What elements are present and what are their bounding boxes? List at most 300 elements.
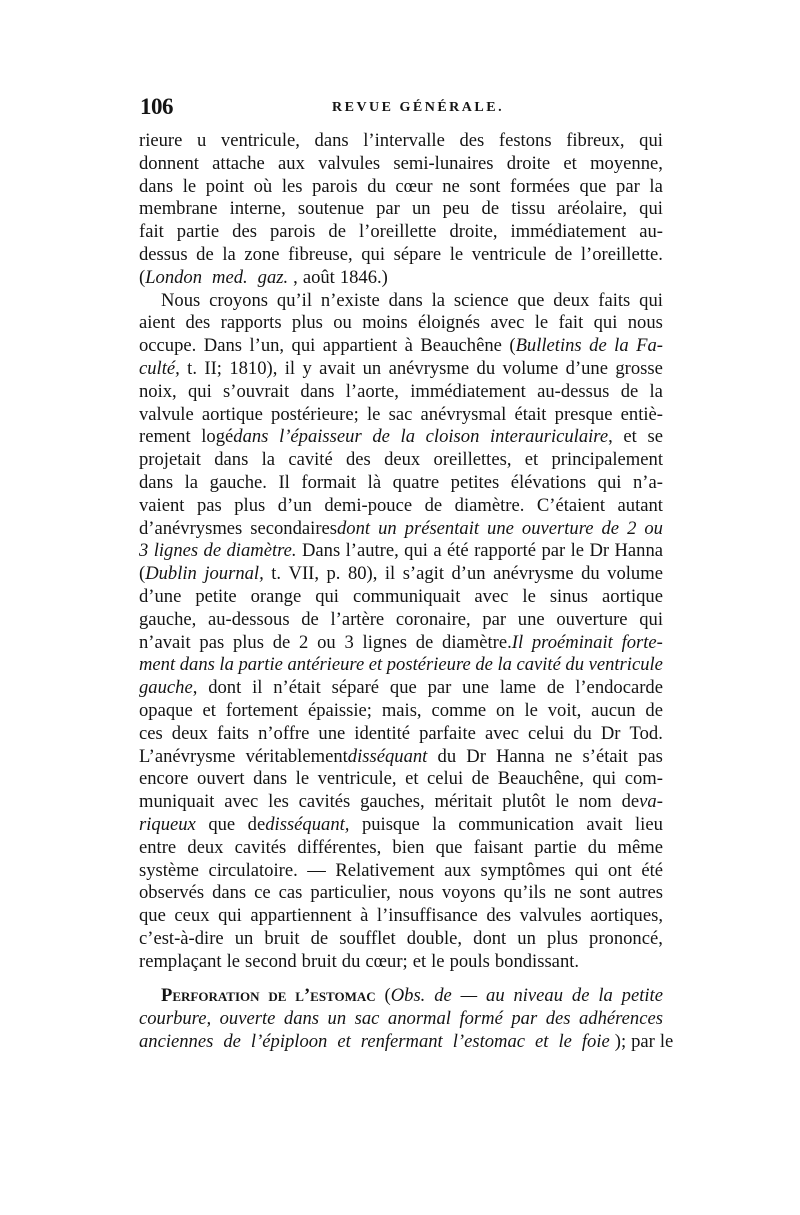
- word: volume: [607, 563, 663, 585]
- word: attache: [212, 152, 265, 174]
- word: une: [318, 722, 346, 744]
- word: celui: [427, 768, 464, 790]
- word: ne: [554, 745, 573, 767]
- word: nom: [578, 791, 612, 813]
- word: niveau: [513, 985, 564, 1007]
- word: plutôt: [502, 791, 546, 813]
- word: pas: [638, 745, 663, 767]
- word: dans: [214, 449, 249, 471]
- word: des: [486, 905, 512, 927]
- word: aux: [278, 152, 305, 174]
- word: de: [620, 380, 639, 402]
- text-line: [139, 404, 663, 427]
- word: le: [226, 950, 241, 972]
- word: particulier,: [310, 882, 391, 904]
- word: ou: [644, 517, 663, 539]
- word: dont: [208, 677, 242, 699]
- word: au-dessous: [207, 608, 290, 630]
- word: secondairesdont: [250, 517, 371, 539]
- word: sont: [469, 175, 501, 197]
- text-line: [139, 791, 663, 814]
- word: que: [517, 289, 545, 311]
- word: qui: [218, 905, 242, 927]
- word: dans: [388, 289, 423, 311]
- word: au-dessus: [537, 380, 610, 402]
- word: remplaçant: [139, 950, 222, 972]
- word: été: [641, 859, 663, 881]
- word: la: [261, 449, 276, 471]
- word: de: [415, 631, 434, 653]
- word: gauche,: [139, 677, 198, 699]
- word: de: [196, 243, 214, 265]
- word: petite: [195, 585, 237, 607]
- word: plus: [232, 631, 264, 653]
- word: celui: [528, 722, 565, 744]
- word: semi-lunaires: [393, 152, 494, 174]
- word: et: [524, 449, 539, 471]
- text-line: [139, 153, 663, 176]
- word: de: [372, 426, 390, 448]
- word: y: [302, 357, 312, 379]
- word: dans: [139, 471, 174, 493]
- word: 2: [299, 631, 309, 653]
- word: s’ouvrait: [223, 380, 290, 402]
- word: de: [310, 927, 329, 949]
- page-header: [136, 94, 666, 124]
- word: Hanna: [496, 745, 545, 767]
- word: ou: [317, 631, 336, 653]
- word: et: [368, 654, 383, 676]
- word: p.: [326, 563, 341, 585]
- word: double,: [406, 927, 463, 949]
- word: la: [431, 289, 446, 311]
- word: des: [545, 1008, 571, 1030]
- word: fibreuse,: [288, 243, 353, 265]
- word: se: [647, 426, 663, 448]
- word: Relativement: [335, 859, 435, 881]
- word: zone: [244, 243, 280, 265]
- word: avait: [319, 357, 356, 379]
- word: de: [301, 608, 319, 630]
- word: d’anévrysmes: [139, 517, 243, 539]
- word: muniquait: [139, 791, 215, 813]
- word: aux: [444, 859, 471, 881]
- text-line: [139, 312, 663, 335]
- word: deux: [171, 722, 208, 744]
- word: donnent: [139, 152, 199, 174]
- word: 1810),: [229, 357, 278, 379]
- word: l’artère: [330, 608, 385, 630]
- word: qu’ils: [503, 882, 546, 904]
- word: n’a-: [632, 471, 663, 493]
- word: observés: [139, 882, 205, 904]
- word: soufflet: [339, 927, 396, 949]
- word: par: [541, 540, 566, 562]
- word: que: [139, 905, 166, 927]
- word: projetait: [139, 449, 201, 471]
- word: C’étaient: [536, 494, 606, 516]
- word: presque: [554, 403, 613, 425]
- word: du: [367, 175, 386, 197]
- word: immédiatement: [410, 380, 526, 402]
- word: et: [412, 950, 427, 972]
- text-line: [139, 860, 663, 883]
- word: gauche.: [209, 471, 267, 493]
- word: de: [223, 1031, 241, 1053]
- word: la: [400, 426, 416, 448]
- word: occupe.: [139, 335, 197, 357]
- text-line: [139, 928, 663, 951]
- word: Beauchêne: [420, 335, 502, 357]
- word: par: [427, 677, 452, 699]
- word: petites: [450, 471, 500, 493]
- word: à: [360, 905, 369, 927]
- word: appartiennent: [250, 905, 352, 927]
- word: ventricule: [471, 243, 547, 265]
- word: s’agit: [402, 563, 444, 585]
- word: cavité: [288, 449, 333, 471]
- word: fibreux,: [566, 130, 625, 151]
- word: vaient: [139, 494, 185, 516]
- word: deux: [553, 289, 590, 311]
- word: différentes,: [297, 836, 382, 858]
- text-line: [139, 176, 663, 199]
- word: la: [598, 985, 613, 1007]
- text-line: [139, 381, 663, 404]
- word: (Obs.: [384, 985, 426, 1007]
- word: festons: [498, 130, 552, 151]
- word: avec: [484, 722, 519, 744]
- word: anévrysme: [493, 563, 574, 585]
- word: VII,: [288, 563, 320, 585]
- word: fortement: [225, 699, 299, 721]
- word: appartient: [322, 335, 398, 357]
- word: anévrysmal: [420, 403, 507, 425]
- word: avec: [224, 791, 259, 813]
- word: de: [571, 985, 590, 1007]
- word: qu’il: [276, 289, 313, 311]
- word: rapports: [220, 312, 282, 334]
- word: qui: [639, 608, 663, 630]
- word: autres: [618, 882, 663, 904]
- word: du: [587, 836, 607, 858]
- word: par: [376, 198, 400, 220]
- word: aucun: [591, 699, 636, 721]
- word: (London: [139, 266, 203, 288]
- word: de: [475, 654, 493, 676]
- word: plus: [546, 927, 578, 949]
- word: diamètre.: [226, 540, 297, 562]
- word: lignes: [153, 540, 199, 562]
- word: point: [205, 175, 244, 197]
- word: voyons: [441, 882, 496, 904]
- word: forte-: [621, 631, 663, 653]
- word: le: [524, 699, 538, 721]
- text-line: [139, 882, 663, 905]
- text-line: [139, 951, 663, 974]
- word: lignes: [362, 631, 407, 653]
- word: la: [432, 813, 446, 835]
- word: de: [268, 985, 287, 1007]
- word: aortiques,: [590, 905, 663, 927]
- word: et: [563, 152, 577, 174]
- word: 1846.): [339, 266, 388, 288]
- word: dans: [179, 654, 215, 676]
- word: cas: [278, 882, 303, 904]
- word: et: [535, 1031, 549, 1053]
- word: interne,: [229, 198, 286, 220]
- word: éloignés: [418, 312, 480, 334]
- text-line: [139, 495, 663, 518]
- word: Tod.: [629, 722, 663, 744]
- word: Dans: [203, 335, 242, 357]
- word: peu: [442, 198, 470, 220]
- word: au: [486, 985, 505, 1007]
- word: et: [202, 699, 216, 721]
- word: formait: [301, 471, 357, 493]
- word: qui: [593, 312, 618, 334]
- word: dans: [212, 882, 247, 904]
- word: une: [517, 608, 545, 630]
- word: par: [482, 608, 507, 630]
- word: fait: [558, 312, 584, 334]
- text-line: [139, 723, 663, 746]
- word: coronaire,: [395, 608, 471, 630]
- word: dans: [139, 175, 174, 197]
- word: présentait: [404, 517, 480, 539]
- word: 2: [627, 517, 637, 539]
- word: dedisséquant,: [247, 813, 350, 835]
- word: au-: [639, 221, 663, 243]
- word: de: [481, 198, 500, 220]
- word: c’est-à-dire: [139, 927, 224, 949]
- text-line: [139, 449, 663, 472]
- text-line: [139, 837, 663, 860]
- word: demi-pouce: [324, 494, 413, 516]
- text-line: [139, 290, 663, 313]
- word: n’avait: [139, 631, 191, 653]
- word: cavités: [298, 791, 351, 813]
- word: par: [631, 1031, 655, 1053]
- word: l’intervalle: [363, 130, 445, 151]
- word: ouverte: [219, 1008, 276, 1030]
- text-line: [139, 654, 663, 677]
- word: croyons: [209, 289, 269, 311]
- word: soutenue: [297, 198, 365, 220]
- word: ouverture: [556, 608, 628, 630]
- word: cœur;: [365, 950, 408, 972]
- word: n’était: [273, 677, 321, 699]
- word: comme: [431, 699, 487, 721]
- word: qui: [291, 335, 316, 357]
- word: faits: [598, 289, 631, 311]
- word: ventricule,: [220, 130, 300, 151]
- text-line: [139, 985, 663, 1008]
- word: opaque: [139, 699, 193, 721]
- word: droite: [506, 152, 551, 174]
- word: bondissant.: [494, 950, 580, 972]
- word: grosse: [615, 357, 663, 379]
- word: qui: [639, 130, 663, 151]
- word: l’endocarde: [575, 677, 663, 699]
- word: dans: [283, 1008, 320, 1030]
- word: dont: [473, 927, 507, 949]
- word: formé: [459, 1008, 503, 1030]
- word: t.: [187, 357, 197, 379]
- word: puisque: [361, 813, 420, 835]
- word: logédans: [201, 426, 269, 448]
- word: culté,: [139, 357, 180, 379]
- word: les: [268, 791, 289, 813]
- word: du: [581, 563, 600, 585]
- word: communiquait: [352, 585, 461, 607]
- word: de: [645, 699, 663, 721]
- text-line: [139, 130, 663, 153]
- word: parois: [269, 221, 316, 243]
- word: l’épiploon: [250, 1031, 328, 1053]
- word: pas: [199, 631, 225, 653]
- word: bruit: [301, 950, 337, 972]
- text-line: [139, 677, 663, 700]
- word: anciennes: [139, 1031, 214, 1053]
- text-line: [139, 768, 663, 791]
- word: lame: [499, 677, 536, 699]
- word: par: [616, 175, 640, 197]
- word: une: [462, 677, 490, 699]
- word: Il: [278, 471, 290, 493]
- word: bruit: [264, 927, 300, 949]
- word: un: [362, 357, 382, 379]
- word: fait: [139, 221, 164, 243]
- word: valvule: [139, 403, 194, 425]
- text-line: [139, 563, 663, 586]
- text-line: [139, 244, 663, 267]
- word: ce: [254, 882, 271, 904]
- word: Hanna: [614, 540, 663, 562]
- word: l’estomac: [295, 985, 376, 1007]
- word: Perforation: [161, 985, 260, 1007]
- word: nous: [627, 312, 663, 334]
- word: science: [453, 289, 509, 311]
- word: avait: [586, 813, 623, 835]
- word: diamètre.Il: [442, 631, 524, 653]
- word: que: [579, 175, 607, 197]
- word: orange: [250, 585, 302, 607]
- running-head: REVUE GÉNÉRALE.: [332, 100, 505, 115]
- word: proéminait: [531, 631, 613, 653]
- word: dans: [300, 380, 335, 402]
- word: petite: [621, 985, 663, 1007]
- word: deux: [187, 836, 224, 858]
- word: du: [437, 745, 457, 767]
- word: immédiatement: [510, 221, 627, 243]
- word: ventricule: [588, 654, 663, 676]
- text-line: [139, 609, 663, 632]
- body-text: [139, 130, 674, 1054]
- word: membrane: [139, 198, 218, 220]
- word: cavité: [516, 654, 561, 676]
- word: des: [232, 221, 257, 243]
- word: dans: [314, 130, 349, 151]
- text-line: [139, 540, 663, 563]
- word: le: [659, 1031, 674, 1053]
- word: des: [185, 312, 211, 334]
- word: (Dublin: [139, 563, 197, 585]
- word: volume: [502, 357, 559, 379]
- word: ces: [139, 722, 163, 744]
- word: symptômes: [480, 859, 566, 881]
- word: l’oreillette.: [580, 243, 663, 265]
- word: sac: [388, 403, 413, 425]
- word: ceux: [174, 905, 210, 927]
- word: faits: [217, 722, 250, 744]
- word: le: [431, 950, 445, 972]
- word: aortique: [602, 585, 663, 607]
- word: t.: [271, 563, 282, 585]
- word: journal,: [204, 563, 264, 585]
- word: du: [573, 722, 592, 744]
- word: voit,: [547, 699, 582, 721]
- word: cavités: [234, 836, 287, 858]
- word: épaissie;: [307, 699, 372, 721]
- word: deva-: [621, 791, 663, 813]
- word: et: [623, 426, 637, 448]
- word: la: [497, 654, 512, 676]
- word: postérieure;: [271, 403, 359, 425]
- word: qui: [187, 380, 212, 402]
- word: —: [307, 859, 326, 881]
- word: méritait: [434, 791, 493, 813]
- word: antérieure: [287, 654, 365, 676]
- word: autant: [617, 494, 663, 516]
- word: aortique: [201, 403, 263, 425]
- word: un: [234, 927, 254, 949]
- word: II;: [204, 357, 222, 379]
- word: de: [601, 517, 620, 539]
- word: l’estomac: [452, 1031, 526, 1053]
- word: l’un,: [249, 335, 285, 357]
- word: le: [295, 768, 310, 790]
- word: parois: [312, 175, 358, 197]
- word: 80),: [347, 563, 378, 585]
- word: L’anévrysme: [139, 745, 236, 767]
- word: sinus: [549, 585, 589, 607]
- word: par: [511, 1008, 538, 1030]
- text-line: [139, 335, 663, 358]
- word: une: [487, 517, 514, 539]
- word: séparé: [331, 677, 380, 699]
- text-line: [139, 586, 663, 609]
- word: rieure: [139, 130, 183, 151]
- word: la: [222, 243, 236, 265]
- word: de: [203, 540, 222, 562]
- word: et: [405, 768, 419, 790]
- word: de: [554, 243, 573, 265]
- word: anormal: [387, 1008, 451, 1030]
- word: que: [389, 677, 417, 699]
- word: l’oreillette: [359, 221, 437, 243]
- word: gaz. ,: [257, 266, 298, 288]
- word: Dr: [589, 540, 610, 562]
- text-line: [139, 1008, 663, 1031]
- word: 3: [139, 540, 149, 562]
- word: l’insuffisance: [376, 905, 478, 927]
- word: qui: [639, 289, 663, 311]
- text-line: [139, 814, 663, 837]
- word: a: [433, 540, 442, 562]
- word: août: [302, 266, 335, 288]
- word: aient: [139, 312, 176, 334]
